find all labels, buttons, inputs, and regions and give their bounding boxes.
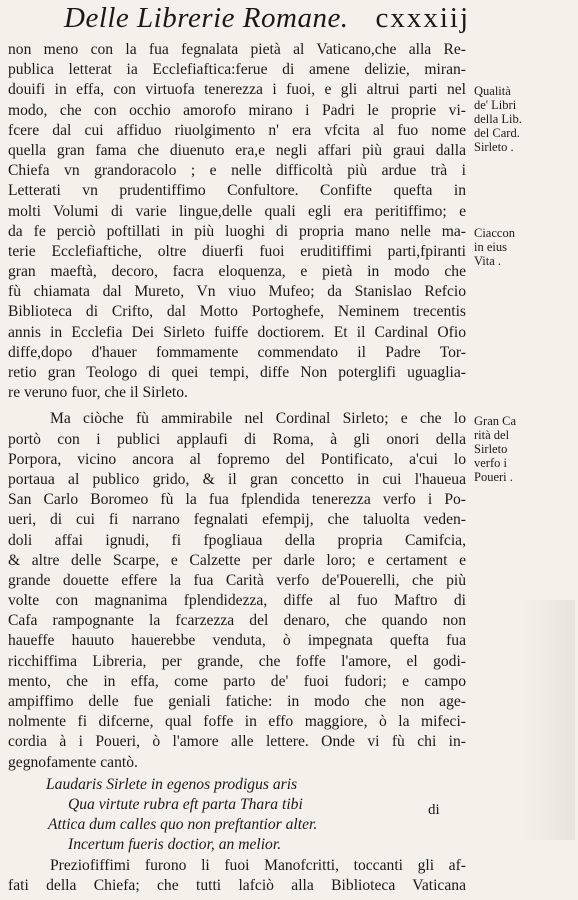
text-line: publica letterat ia Ecclefiaftica:ferue di amene delizie, miran- xyxy=(8,61,466,79)
margin-note-line: del Card. xyxy=(474,126,520,140)
page-number: cxxxiij xyxy=(375,2,470,34)
text-line: volte con magnanima fplendidezza, diffe al fuo Maftro di xyxy=(8,592,466,610)
verse-line: Incertum fueris doctior, an melior. xyxy=(68,836,282,854)
text-line: annis in Ecclefia Dei Sirleto fuiffe doctiorem. Et il Cardinal Ofio xyxy=(8,323,466,341)
text-line: Cafa rampognante la fcarzezza del denaro, che quando non xyxy=(8,612,466,630)
text-line: terie Ecclefiaftiche, oltre diuerfi fuoi eruditiffimi parti,fpiranti xyxy=(8,242,466,260)
margin-note-line: Gran Ca xyxy=(474,414,516,428)
text-line: cordia à i Poueri, ò l'amore alle lettere. Onde vi fù chi in- xyxy=(8,733,466,751)
margin-note-3 xyxy=(474,414,574,484)
text-line: Preziofiffimi furono li fuoi Manofcritti, toccanti gli af- xyxy=(50,856,466,874)
margin-note-1 xyxy=(474,84,574,154)
margin-note-line: in eius xyxy=(474,240,507,254)
verse-line: Attica dum calles quo non preftantior alter. xyxy=(48,816,318,834)
verse-line: Laudaris Sirlete in egenos prodigus aris xyxy=(46,775,298,793)
margin-note-line: Sirleto . xyxy=(474,140,514,154)
margin-note-2 xyxy=(474,226,574,268)
main-text xyxy=(8,40,466,896)
text-line: molti Volumi di varie lingue,delle quali egli era peritiffimo; e xyxy=(8,202,466,220)
text-line: mento, che in effa, come parto de' fuoi fudori; e campo xyxy=(8,672,466,690)
latin-epigram xyxy=(8,775,466,856)
margin-note-line: Ciaccon xyxy=(474,226,515,240)
text-line: grande douette effere la fua Carità verfo de'Pouerelli, che più xyxy=(8,571,466,589)
text-line: Porpora, vicino ancora al fopremo del Pontificato, a'cui lo xyxy=(8,450,466,468)
text-line: ampiffimo delle fue geniali fatiche: in modo che non age- xyxy=(8,693,466,710)
margin-note-line: della Lib. xyxy=(474,112,522,126)
text-line: douifi in effa, con virtuofa tenerezza i fuoi, e gli altrui parti nel xyxy=(8,81,466,99)
text-line: nolmente fi difcerne, qual foffe in effo maggiore, ò la mifeci- xyxy=(8,713,466,731)
text-line: Letterati vn prudentiffimo Confultore. Confifte quefta in xyxy=(8,182,466,200)
margin-note-line: Vita . xyxy=(474,254,502,268)
running-title: Delle Librerie Romane. xyxy=(64,2,349,34)
text-line: doli affai ignudi, fi fpogliaua della propria Camifcia, xyxy=(8,531,466,549)
margin-note-line: Sirleto xyxy=(474,442,508,456)
text-line: Chiefa vn grandoracolo ; e nelle difficoltà più ardue trà i xyxy=(8,162,466,180)
text-line: ueri, di cui fi narrano fegnalati efempij, che taluolta veden- xyxy=(8,511,466,529)
text-line: modo, che con occhio amorofo mirano i Padri le proprie vi- xyxy=(8,101,466,119)
text-line: Ma ciòche fù ammirabile nel Cordinal Sirleto; e che lo xyxy=(50,410,466,428)
running-header xyxy=(64,2,470,42)
text-line: fù chiamata dal Mureto, Vn viuo Mufeo; da Stanislao Refcio xyxy=(8,283,466,301)
margin-note-line: Poueri . xyxy=(474,470,513,484)
verse-line: Qua virtute rubra eft parta Thara tibi xyxy=(68,795,303,813)
paragraph-3 xyxy=(8,856,466,896)
text-line: re veruno fuor, che il Sirleto. xyxy=(8,384,188,402)
text-line: & altre delle Scarpe, e Calzette per darle loro; e certament e xyxy=(8,551,466,569)
text-line: quella gran fama che diuenuto era,e negli affari più graui dalla xyxy=(8,141,466,159)
text-line: haueffe hauuto hauerebbe venduta, ò impegnata quefta fua xyxy=(8,632,466,650)
text-line: da fe perciò poftillati in più luoghi di propria mano nelle ma- xyxy=(8,222,466,240)
text-line: Biblioteca di Crifto, dal Motto Portoghefe, Neminem trecentis xyxy=(8,303,466,321)
margin-note-line: Qualità xyxy=(474,84,511,98)
text-line: ricchiffima Libreria, per grande, che foffe l'amore, el godi- xyxy=(8,652,466,670)
text-line: San Carlo Boromeo fù la fua fplendida tenerezza verfo i Po- xyxy=(8,491,466,509)
paragraph-1 xyxy=(8,40,466,403)
paragraph-2 xyxy=(8,409,466,772)
margin-note-line: de' Libri xyxy=(474,98,517,112)
paper-shadow xyxy=(520,600,575,840)
text-line: fcere dal cui affiduo riuolgimento n' era vfcita al fuo nome xyxy=(8,121,466,139)
text-line: retio gran Teologo di quei tempi, diffe Non poterglifi uguaglia- xyxy=(8,364,466,381)
text-line: diffe,dopo d'hauer fommamente commendato il Padre Tor- xyxy=(8,343,466,361)
text-line: gran maeftà, decoro, facra eloquenza, e pietà in modo che xyxy=(8,263,466,281)
text-line: non meno con la fua fegnalata pietà al Vaticano,che alla Re- xyxy=(8,41,466,58)
text-line: gegnofamente cantò. xyxy=(8,753,138,771)
catchword: di xyxy=(428,802,440,818)
margin-note-line: verfo i xyxy=(474,456,507,470)
text-line: portò con i publici applaufi di Roma, à gli onori della xyxy=(8,430,466,448)
text-line: fati della Chiefa; che tutti lafciò alla Biblioteca Vaticana xyxy=(8,876,466,894)
margin-note-line: rità del xyxy=(474,428,510,442)
text-line: portaua al publico grido, & il gran concetto in cui l'haueua xyxy=(8,470,466,488)
